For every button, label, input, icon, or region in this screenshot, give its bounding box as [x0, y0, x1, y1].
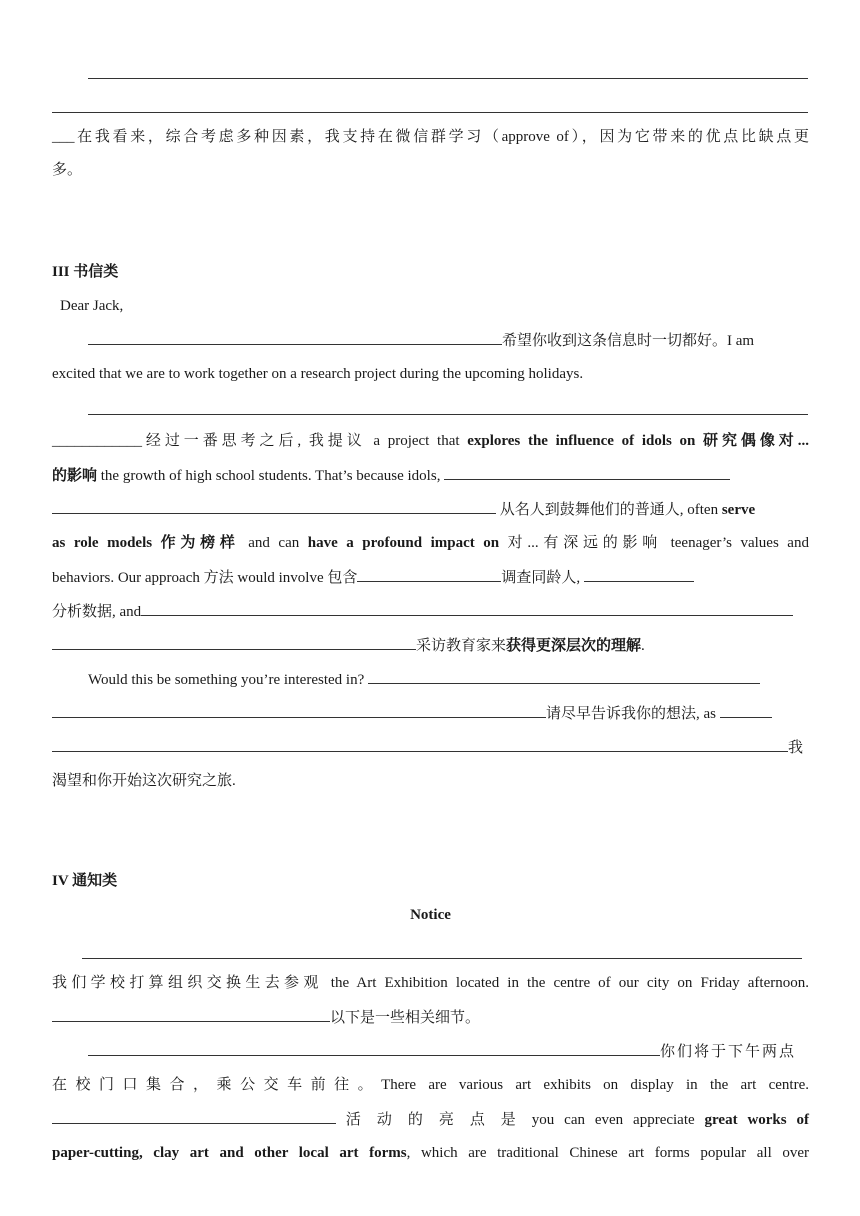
blank — [444, 465, 730, 480]
blank-line — [88, 78, 808, 79]
conclusion-line-end: 多。 — [52, 162, 83, 178]
notice-line-7: paper-cutting, clay art and other local art forms, which are traditional Chinese art forms popular all over — [52, 1145, 809, 1161]
blank — [52, 703, 546, 718]
blank — [52, 1109, 336, 1124]
blank-line — [82, 958, 802, 959]
letter-paragraph-3-line-1: Would this be something you’re interested in? — [52, 669, 809, 690]
blank — [52, 1007, 330, 1022]
salutation: Dear Jack, — [60, 298, 124, 314]
letter-paragraph-1-line-1: 希望你收到这条信息时一切都好。I am — [52, 330, 809, 351]
letter-paragraph-2-line-6: behaviors. Our approach 方法 would involve 包含 调查同龄人, — [52, 567, 809, 588]
letter-paragraph-3-line-2: 请尽早告诉我你的想法, as — [52, 703, 809, 724]
letter-paragraph-2-line-2: ____________经过一番思考之后, 我提议 a project that explores the influence of idols on 研究偶像对... — [52, 433, 809, 449]
blank — [141, 601, 793, 616]
blank — [720, 703, 772, 718]
blank — [368, 669, 760, 684]
letter-paragraph-3-line-4: 渴望和你开始这次研究之旅. — [52, 773, 236, 789]
blank — [88, 1041, 660, 1056]
section-heading-notice: IV 通知类 — [52, 873, 118, 889]
blank-line — [52, 112, 808, 113]
letter-paragraph-2-line-4: 从名人到鼓舞他们的普通人, often serve — [52, 499, 809, 520]
notice-line-2: 我们学校打算组织交换生去参观 the Art Exhibition located in the centre of our city on Friday afternoon. — [52, 975, 809, 991]
letter-paragraph-2-line-5: as role models 作为榜样 and can have a profound impact on 对...有深远的影响 teenager’s values and — [52, 535, 809, 551]
letter-paragraph-2-line-8: 采访教育家来获得更深层次的理解. — [52, 635, 809, 656]
letter-paragraph-2-line-7: 分析数据, and — [52, 601, 809, 622]
section-heading-letter: III 书信类 — [52, 264, 119, 280]
blank — [52, 635, 416, 650]
blank — [88, 330, 502, 345]
notice-title: Notice — [410, 907, 451, 923]
notice-line-5: 在校门口集合，乘公交车前往。There are various art exhibits on display in the art centre. — [52, 1077, 809, 1093]
blank — [584, 567, 694, 582]
notice-line-4: 你们将于下午两点 — [52, 1041, 809, 1062]
blank — [357, 567, 501, 582]
notice-line-6: 活 动 的 亮 点 是 you can even appreciate great works of — [52, 1109, 809, 1130]
blank-line — [88, 414, 808, 415]
letter-paragraph-3-line-3: 我 — [52, 737, 809, 758]
conclusion-line: ___在我看来，综合考虑多种因素，我支持在微信群学习（approve of），因为它带来的优点比缺点更 — [52, 129, 809, 145]
letter-paragraph-1-line-2: excited that we are to work together on a research project during the upcoming holidays. — [52, 366, 584, 382]
blank — [52, 499, 496, 514]
blank — [52, 737, 788, 752]
notice-line-3: 以下是一些相关细节。 — [52, 1007, 809, 1028]
letter-paragraph-2-line-3: 的影响 the growth of high school students. That’s because idols, — [52, 465, 809, 486]
